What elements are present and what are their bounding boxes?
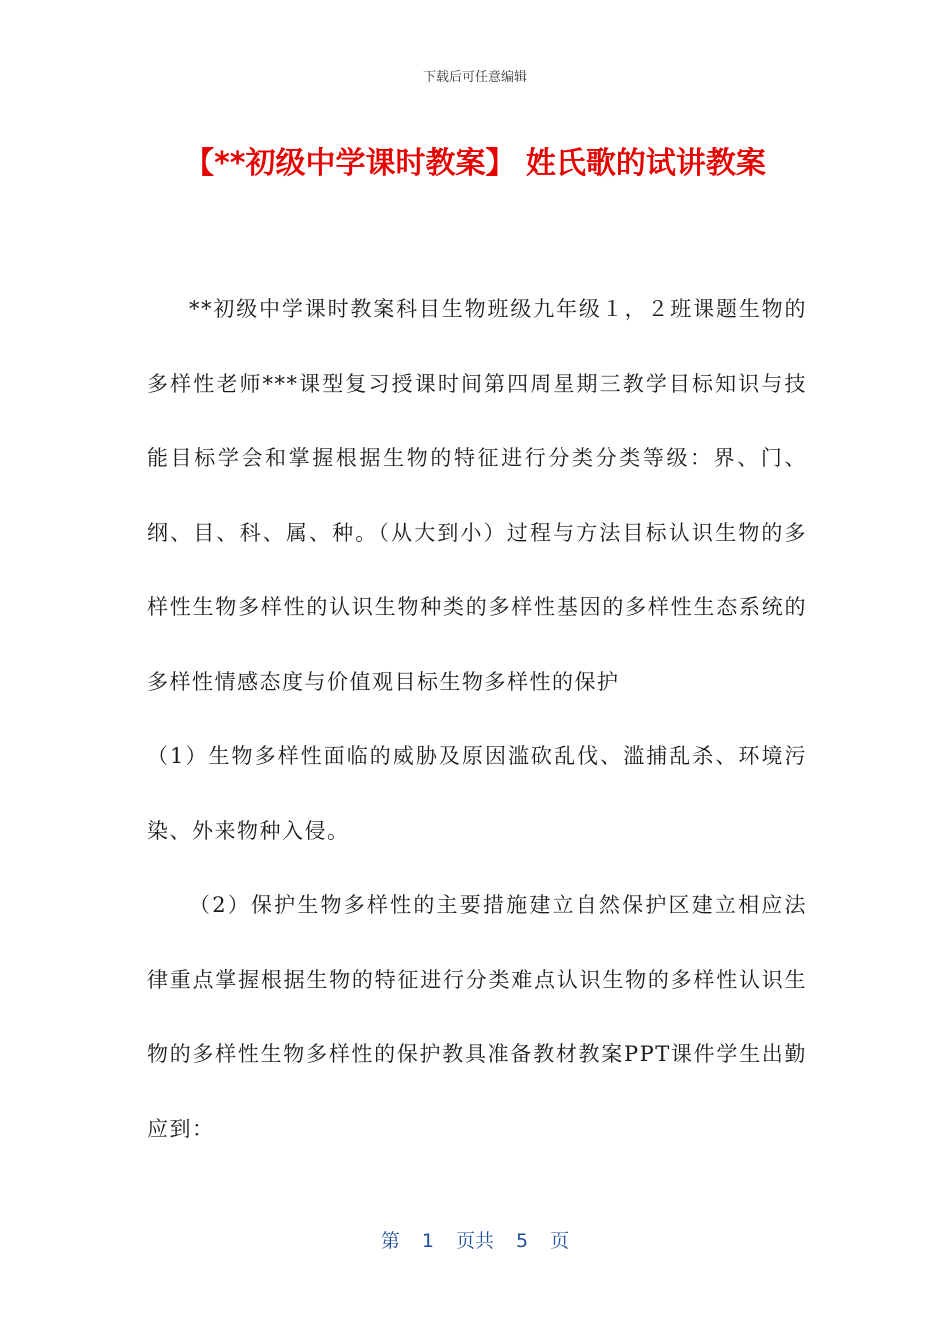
paragraph-3: （2）保护生物多样性的主要措施建立自然保护区建立相应法律重点掌握根据生物的特征进行分类难点认识生物的多样性认识生物的多样性生物多样性的保护教具准备教材教案PPT课件学生出勤应到：	[147, 893, 807, 1141]
page-current: 1	[421, 1230, 434, 1252]
document-body	[147, 272, 807, 1166]
page-label-middle: 页共	[455, 1230, 494, 1252]
paragraph-2: （1）生物多样性面临的威胁及原因滥砍乱伐、滥捕乱杀、环境污染、外来物种入侵。	[147, 744, 807, 843]
header-note: 下载后可任意编辑	[422, 70, 527, 85]
paragraph-1: **初级中学课时教案科目生物班级九年级１，２班课题生物的多样性老师***课型复习授课时间第四周星期三教学目标知识与技能目标学会和掌握根据生物的特征进行分类分类等级：界、门、纲、目、科、属、种。（从大到小）过程与方法目标认识生物的多样性生物多样性的认识生物种类的多样性基因的多样性生态系统的多样性情感态度与价值观目标生物多样性的保护	[147, 297, 807, 694]
page-total: 5	[516, 1230, 529, 1252]
page-label-prefix: 第	[380, 1230, 400, 1252]
document-title: 【**初级中学课时教案】 姓氏歌的试讲教案	[184, 146, 766, 181]
page-label-suffix: 页	[550, 1230, 570, 1252]
page-footer	[0, 1226, 950, 1253]
